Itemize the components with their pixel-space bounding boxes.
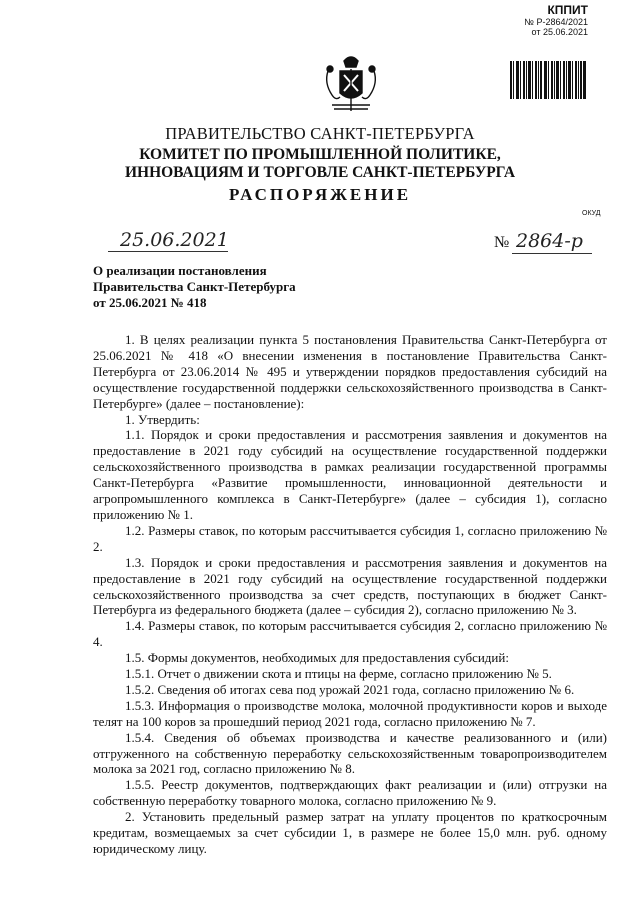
subject-line-1: О реализации постановления (93, 263, 267, 278)
document-body (93, 332, 607, 857)
subject-line-3: от 25.06.2021 № 418 (93, 295, 207, 310)
committee-line-1: КОМИТЕТ ПО ПРОМЫШЛЕННОЙ ПОЛИТИКЕ, (139, 146, 501, 163)
number-label: № (494, 234, 510, 251)
committee-line-2: ИННОВАЦИЯМ И ТОРГОВЛЕ САНКТ-ПЕТЕРБУРГА (124, 164, 516, 181)
paragraph-1-5: 1.5. Формы документов, необходимых для предоставления субсидий: (125, 650, 509, 666)
stamp-number: № Р-2864/2021 (524, 17, 588, 27)
paragraph-2: 2. Установить предельный размер затрат на уплату процентов по краткосрочным кредитам, возмещаемых за счет субсидии 1, в размере не более 15,0 млн. руб. одному юридическому лицу. (93, 809, 607, 856)
document-number: 2864-р (516, 230, 583, 252)
coat-of-arms-icon (322, 53, 380, 115)
paragraph-approve: 1. Утвердить: (125, 411, 200, 427)
stamp-date: от 25.06.2021 (531, 27, 588, 37)
paragraph-1-3: 1.3. Порядок и сроки предоставления и рассмотрения заявления и документов на предоставление в 2021 году субсидий на осуществление государственной поддержки сельскохозяйственного производства за счет средств, поступающих в бюджет Санкт-Петербурга из федерального бюджета (далее – субсидия 2), согласно приложению № 3. (93, 554, 607, 618)
document-type: РАСПОРЯЖЕНИЕ (228, 185, 412, 204)
document-subject (93, 263, 296, 311)
okud-label: ОКУД (582, 210, 601, 217)
subject-line-2: Правительства Санкт-Петербурга (93, 279, 296, 294)
government-title: ПРАВИТЕЛЬСТВО САНКТ-ПЕТЕРБУРГА (165, 124, 475, 143)
paragraph-1-5-3: 1.5.3. Информация о производстве молока, молочной продуктивности коров и выходе телят на 100 коров за прошедший период 2021 года, согласно приложению № 7. (93, 697, 607, 729)
paragraph-1-5-2: 1.5.2. Сведения об итогах сева под урожай 2021 года, согласно приложению № 6. (125, 681, 575, 697)
date-underline (108, 251, 228, 252)
document-date: 25.06.2021 (120, 229, 229, 251)
barcode-icon (510, 61, 586, 99)
stamp-title: КППИТ (547, 3, 588, 17)
number-underline (512, 253, 592, 254)
paragraph-1-4: 1.4. Размеры ставок, по которым рассчитывается субсидия 2, согласно приложению № 4. (93, 618, 607, 650)
committee-title (0, 146, 640, 182)
paragraph-1-5-5: 1.5.5. Реестр документов, подтверждающих факт реализации и (или) отгрузки на собственную переработку товарного молока, согласно приложению № 9. (93, 777, 607, 809)
paragraph-1-5-4: 1.5.4. Сведения об объемах производства и качестве реализованного и (или) отгруженного на собственную переработку сельскохозяйственным товаропроизводителем молока за 2021 год, согласно приложению № 8. (93, 729, 607, 777)
registration-stamp (488, 4, 588, 37)
paragraph-1-5-1: 1.5.1. Отчет о движении скота и птицы на ферме, согласно приложению № 5. (125, 666, 552, 682)
paragraph-1-1: 1.1. Порядок и сроки предоставления и рассмотрения заявления и документов на предоставление в 2021 году субсидий на осуществление государственной поддержки сельскохозяйственного производства в рамках реализации государственной программы Санкт-Петербурга «Развитие промышленности, инновационной деятельности и агропромышленного комплекса в Санкт-Петербурге» (далее – субсидия 1), согласно приложению № 1. (93, 427, 607, 522)
paragraph-intro: 1. В целях реализации пункта 5 постановления Правительства Санкт-Петербурга от 25.06.2021 № 418 «О внесении изменения в постановление Правительства Санкт-Петербурга от 23.06.2014 № 495 и утверждении порядков предоставления субсидий на осуществление государственной поддержки сельскохозяйственного производства в Санкт-Петербурге» (далее – постановление): (93, 332, 607, 411)
paragraph-1-2: 1.2. Размеры ставок, по которым рассчитывается субсидия 1, согласно приложению № 2. (93, 522, 607, 554)
